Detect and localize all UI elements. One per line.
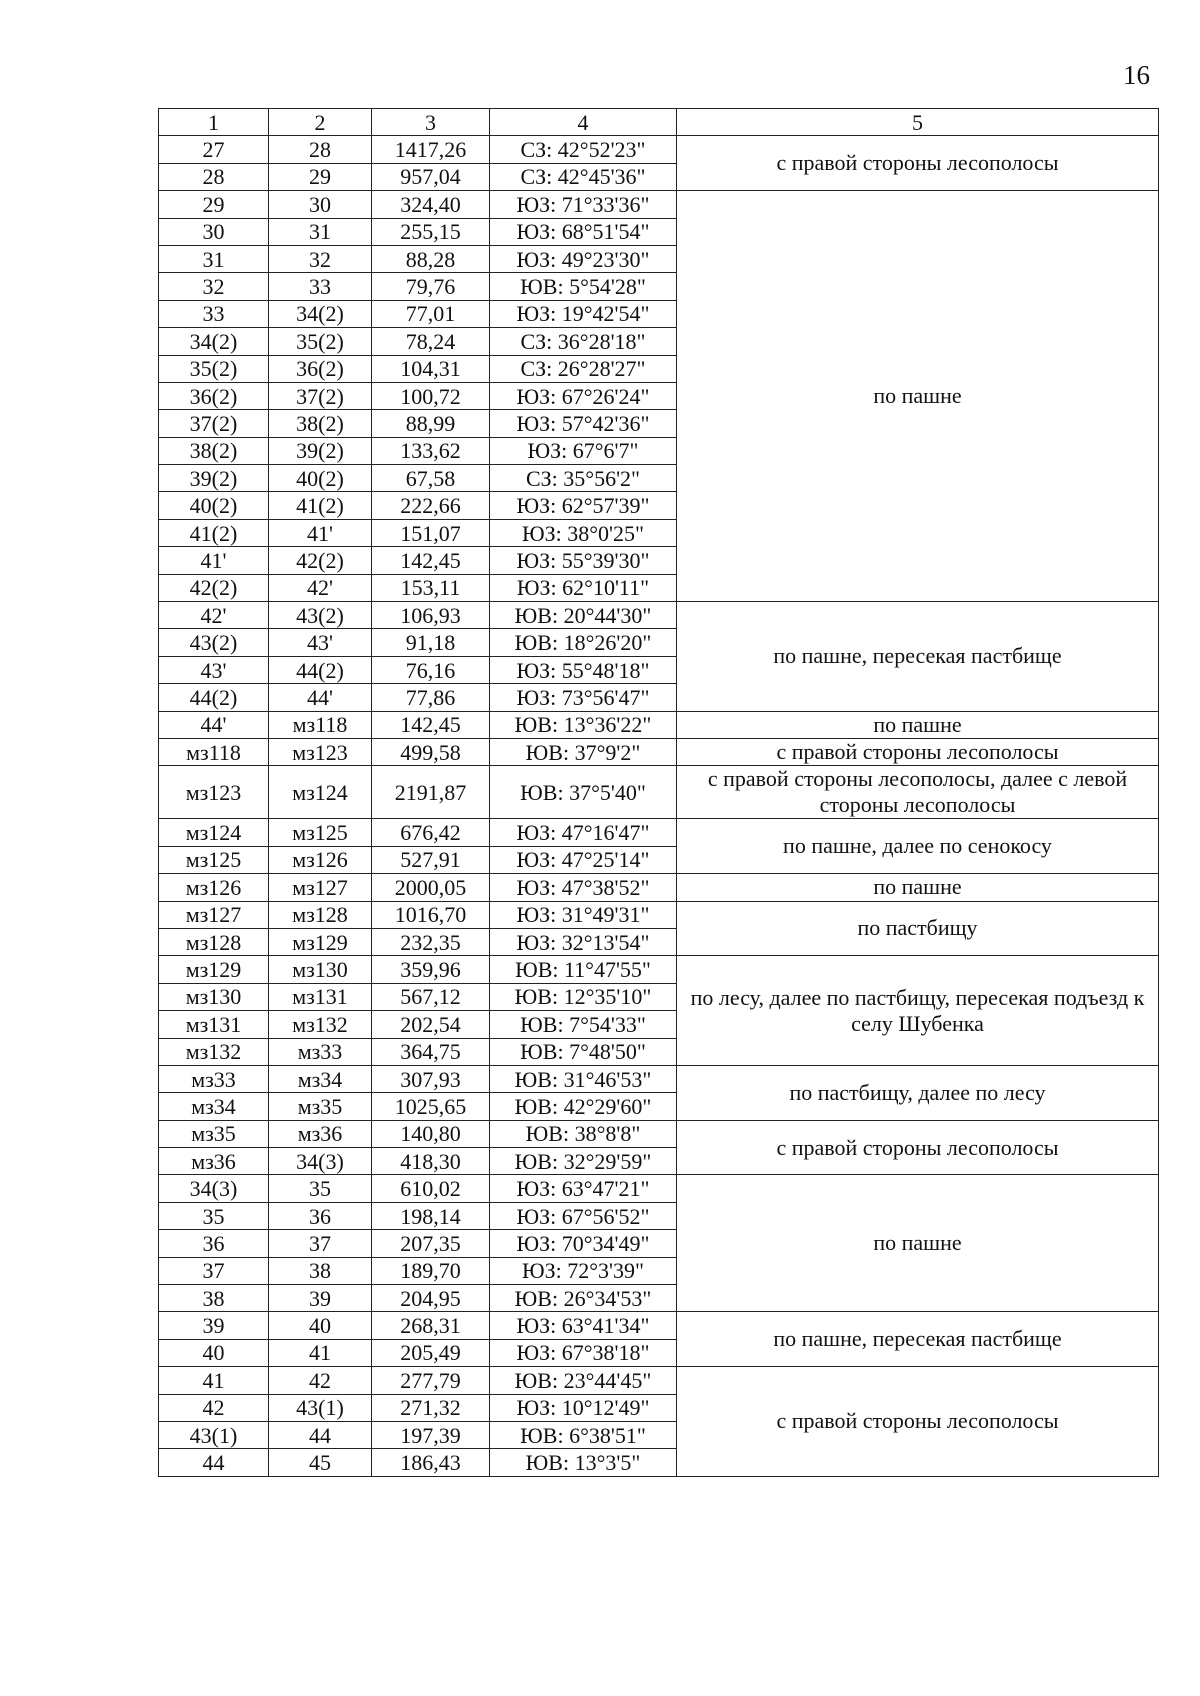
cell-to-point: 39(2) (269, 437, 372, 464)
cell-bearing: СЗ: 26°28'27" (490, 355, 677, 382)
cell-from-point: 34(2) (159, 328, 269, 355)
cell-bearing: ЮВ: 7°54'33" (490, 1011, 677, 1038)
cell-length: 204,95 (372, 1285, 490, 1312)
cell-description: по пашне, пересекая пастбище (677, 602, 1159, 712)
table-row (159, 191, 1159, 218)
cell-length: 76,16 (372, 656, 490, 683)
cell-length: 207,35 (372, 1230, 490, 1257)
cell-description: по пашне (677, 1175, 1159, 1312)
cell-bearing: ЮЗ: 67°6'7" (490, 437, 677, 464)
cell-to-point: 44 (269, 1421, 372, 1448)
cell-to-point: мз124 (269, 766, 372, 819)
cell-bearing: ЮВ: 37°9'2" (490, 738, 677, 765)
cell-to-point: мз34 (269, 1065, 372, 1092)
cell-length: 78,24 (372, 328, 490, 355)
cell-from-point: 38 (159, 1285, 269, 1312)
cell-description: с правой стороны лесополосы, далее с левой стороны лесополосы (677, 766, 1159, 819)
cell-description: по пашне (677, 711, 1159, 738)
cell-to-point: 38 (269, 1257, 372, 1284)
cell-from-point: 39 (159, 1312, 269, 1339)
cell-bearing: ЮЗ: 47°38'52" (490, 874, 677, 901)
cell-length: 277,79 (372, 1367, 490, 1394)
cell-from-point: 42' (159, 602, 269, 629)
cell-bearing: ЮЗ: 67°26'24" (490, 382, 677, 409)
cell-length: 79,76 (372, 273, 490, 300)
cell-from-point: 28 (159, 163, 269, 190)
cell-bearing: ЮВ: 13°36'22" (490, 711, 677, 738)
cell-from-point: 41(2) (159, 519, 269, 546)
cell-from-point: 34(3) (159, 1175, 269, 1202)
cell-from-point: 38(2) (159, 437, 269, 464)
cell-from-point: 35 (159, 1202, 269, 1229)
page-number: 16 (1123, 60, 1150, 90)
cell-bearing: ЮЗ: 47°16'47" (490, 819, 677, 846)
cell-description: по пашне (677, 874, 1159, 901)
cell-bearing: ЮЗ: 38°0'25" (490, 519, 677, 546)
table-row (159, 766, 1159, 819)
cell-length: 100,72 (372, 382, 490, 409)
cell-length: 77,86 (372, 684, 490, 711)
cell-bearing: ЮВ: 13°3'5" (490, 1449, 677, 1476)
cell-from-point: 33 (159, 300, 269, 327)
cell-to-point: мз36 (269, 1120, 372, 1147)
cell-length: 186,43 (372, 1449, 490, 1476)
cell-from-point: 41' (159, 547, 269, 574)
cell-to-point: 35 (269, 1175, 372, 1202)
cell-from-point: мз130 (159, 983, 269, 1010)
cell-bearing: ЮЗ: 55°39'30" (490, 547, 677, 574)
cell-from-point: мз127 (159, 901, 269, 928)
cell-to-point: 44' (269, 684, 372, 711)
cell-from-point: 41 (159, 1367, 269, 1394)
cell-length: 91,18 (372, 629, 490, 656)
column-header-to-point: 2 (269, 109, 372, 136)
cell-to-point: 37(2) (269, 382, 372, 409)
cell-to-point: 31 (269, 218, 372, 245)
cell-description: по лесу, далее по пастбищу, пересекая подъезд к селу Шубенка (677, 956, 1159, 1066)
cell-length: 232,35 (372, 928, 490, 955)
cell-bearing: ЮЗ: 32°13'54" (490, 928, 677, 955)
cell-to-point: 42' (269, 574, 372, 601)
cell-to-point: 44(2) (269, 656, 372, 683)
cell-length: 364,75 (372, 1038, 490, 1065)
cell-to-point: мз123 (269, 738, 372, 765)
cell-length: 153,11 (372, 574, 490, 601)
cell-bearing: ЮЗ: 55°48'18" (490, 656, 677, 683)
cell-bearing: ЮВ: 38°8'8" (490, 1120, 677, 1147)
cell-to-point: 40 (269, 1312, 372, 1339)
cell-from-point: 30 (159, 218, 269, 245)
cell-bearing: ЮЗ: 62°10'11" (490, 574, 677, 601)
cell-length: 222,66 (372, 492, 490, 519)
cell-bearing: ЮЗ: 67°38'18" (490, 1339, 677, 1366)
cell-from-point: 32 (159, 273, 269, 300)
cell-length: 1025,65 (372, 1093, 490, 1120)
cell-to-point: 45 (269, 1449, 372, 1476)
cell-to-point: 36 (269, 1202, 372, 1229)
cell-length: 676,42 (372, 819, 490, 846)
table-row (159, 602, 1159, 629)
cell-description: с правой стороны лесополосы (677, 1367, 1159, 1477)
cell-bearing: ЮЗ: 70°34'49" (490, 1230, 677, 1257)
cell-description: по пашне (677, 191, 1159, 602)
cell-bearing: СЗ: 35°56'2" (490, 465, 677, 492)
cell-length: 268,31 (372, 1312, 490, 1339)
cell-to-point: мз132 (269, 1011, 372, 1038)
cell-bearing: ЮЗ: 47°25'14" (490, 846, 677, 873)
cell-to-point: 32 (269, 245, 372, 272)
cell-from-point: мз131 (159, 1011, 269, 1038)
cell-bearing: ЮВ: 31°46'53" (490, 1065, 677, 1092)
cell-bearing: ЮВ: 20°44'30" (490, 602, 677, 629)
cell-length: 610,02 (372, 1175, 490, 1202)
cell-to-point: мз128 (269, 901, 372, 928)
cell-length: 324,40 (372, 191, 490, 218)
cell-bearing: СЗ: 36°28'18" (490, 328, 677, 355)
cell-length: 106,93 (372, 602, 490, 629)
cell-description: с правой стороны лесополосы (677, 1120, 1159, 1175)
cell-length: 271,32 (372, 1394, 490, 1421)
cell-to-point: мз33 (269, 1038, 372, 1065)
cell-length: 142,45 (372, 711, 490, 738)
cell-to-point: 42(2) (269, 547, 372, 574)
cell-bearing: ЮЗ: 63°41'34" (490, 1312, 677, 1339)
cell-length: 499,58 (372, 738, 490, 765)
cell-length: 567,12 (372, 983, 490, 1010)
cell-bearing: ЮЗ: 49°23'30" (490, 245, 677, 272)
cell-from-point: 43' (159, 656, 269, 683)
cell-bearing: ЮВ: 12°35'10" (490, 983, 677, 1010)
cell-to-point: 41 (269, 1339, 372, 1366)
cell-from-point: мз35 (159, 1120, 269, 1147)
cell-length: 527,91 (372, 846, 490, 873)
cell-from-point: 39(2) (159, 465, 269, 492)
cell-length: 2191,87 (372, 766, 490, 819)
cell-bearing: ЮВ: 18°26'20" (490, 629, 677, 656)
cell-length: 133,62 (372, 437, 490, 464)
cell-bearing: ЮЗ: 67°56'52" (490, 1202, 677, 1229)
cell-length: 307,93 (372, 1065, 490, 1092)
cell-from-point: 37 (159, 1257, 269, 1284)
cell-from-point: 44' (159, 711, 269, 738)
cell-bearing: ЮЗ: 68°51'54" (490, 218, 677, 245)
cell-bearing: СЗ: 42°45'36" (490, 163, 677, 190)
table-row (159, 1175, 1159, 1202)
cell-from-point: 43(2) (159, 629, 269, 656)
cell-to-point: 42 (269, 1367, 372, 1394)
cell-to-point: мз131 (269, 983, 372, 1010)
cell-description: по пашне, далее по сенокосу (677, 819, 1159, 874)
cell-to-point: 39 (269, 1285, 372, 1312)
cell-to-point: мз35 (269, 1093, 372, 1120)
table-row (159, 874, 1159, 901)
table-row (159, 1312, 1159, 1339)
cell-from-point: 31 (159, 245, 269, 272)
cell-length: 104,31 (372, 355, 490, 382)
cell-bearing: СЗ: 42°52'23" (490, 136, 677, 163)
cell-description: по пашне, пересекая пастбище (677, 1312, 1159, 1367)
cell-length: 957,04 (372, 163, 490, 190)
cell-length: 418,30 (372, 1148, 490, 1175)
cell-bearing: ЮВ: 32°29'59" (490, 1148, 677, 1175)
cell-length: 198,14 (372, 1202, 490, 1229)
column-header-description: 5 (677, 109, 1159, 136)
cell-to-point: 34(2) (269, 300, 372, 327)
cell-bearing: ЮЗ: 10°12'49" (490, 1394, 677, 1421)
boundary-description-table (158, 108, 1159, 1477)
cell-length: 205,49 (372, 1339, 490, 1366)
cell-from-point: 27 (159, 136, 269, 163)
cell-from-point: 44(2) (159, 684, 269, 711)
table-row (159, 1367, 1159, 1394)
table-row (159, 956, 1159, 983)
cell-bearing: ЮВ: 7°48'50" (490, 1038, 677, 1065)
cell-from-point: мз128 (159, 928, 269, 955)
cell-from-point: мз36 (159, 1148, 269, 1175)
cell-from-point: 42 (159, 1394, 269, 1421)
cell-to-point: 29 (269, 163, 372, 190)
cell-length: 1016,70 (372, 901, 490, 928)
table-row (159, 711, 1159, 738)
cell-from-point: мз118 (159, 738, 269, 765)
cell-from-point: мз125 (159, 846, 269, 873)
cell-length: 197,39 (372, 1421, 490, 1448)
cell-description: по пастбищу, далее по лесу (677, 1065, 1159, 1120)
cell-from-point: 44 (159, 1449, 269, 1476)
cell-to-point: 38(2) (269, 410, 372, 437)
cell-bearing: ЮЗ: 71°33'36" (490, 191, 677, 218)
cell-to-point: мз125 (269, 819, 372, 846)
column-header-length: 3 (372, 109, 490, 136)
cell-bearing: ЮВ: 11°47'55" (490, 956, 677, 983)
cell-bearing: ЮЗ: 31°49'31" (490, 901, 677, 928)
cell-from-point: 43(1) (159, 1421, 269, 1448)
cell-bearing: ЮЗ: 57°42'36" (490, 410, 677, 437)
table-row (159, 819, 1159, 846)
cell-length: 202,54 (372, 1011, 490, 1038)
cell-from-point: 37(2) (159, 410, 269, 437)
cell-to-point: 36(2) (269, 355, 372, 382)
table-row (159, 1120, 1159, 1147)
cell-to-point: 41' (269, 519, 372, 546)
cell-to-point: 28 (269, 136, 372, 163)
cell-length: 151,07 (372, 519, 490, 546)
table-row (159, 136, 1159, 163)
cell-from-point: мз34 (159, 1093, 269, 1120)
cell-length: 2000,05 (372, 874, 490, 901)
cell-length: 189,70 (372, 1257, 490, 1284)
column-header-from-point: 1 (159, 109, 269, 136)
cell-bearing: ЮЗ: 62°57'39" (490, 492, 677, 519)
cell-to-point: мз130 (269, 956, 372, 983)
table-header-row (159, 109, 1159, 136)
cell-to-point: 43' (269, 629, 372, 656)
cell-to-point: мз118 (269, 711, 372, 738)
cell-bearing: ЮВ: 23°44'45" (490, 1367, 677, 1394)
cell-from-point: 36 (159, 1230, 269, 1257)
cell-bearing: ЮЗ: 72°3'39" (490, 1257, 677, 1284)
cell-from-point: мз123 (159, 766, 269, 819)
cell-from-point: 36(2) (159, 382, 269, 409)
cell-length: 142,45 (372, 547, 490, 574)
cell-from-point: мз132 (159, 1038, 269, 1065)
cell-description: с правой стороны лесополосы (677, 738, 1159, 765)
cell-to-point: 35(2) (269, 328, 372, 355)
cell-bearing: ЮВ: 26°34'53" (490, 1285, 677, 1312)
cell-to-point: 37 (269, 1230, 372, 1257)
cell-from-point: мз126 (159, 874, 269, 901)
cell-length: 255,15 (372, 218, 490, 245)
cell-from-point: 42(2) (159, 574, 269, 601)
table-body (159, 136, 1159, 1476)
cell-to-point: 40(2) (269, 465, 372, 492)
cell-length: 67,58 (372, 465, 490, 492)
cell-from-point: 35(2) (159, 355, 269, 382)
cell-description: по пастбищу (677, 901, 1159, 956)
cell-length: 88,28 (372, 245, 490, 272)
cell-bearing: ЮЗ: 73°56'47" (490, 684, 677, 711)
cell-to-point: мз129 (269, 928, 372, 955)
cell-length: 1417,26 (372, 136, 490, 163)
cell-from-point: 40(2) (159, 492, 269, 519)
cell-bearing: ЮВ: 6°38'51" (490, 1421, 677, 1448)
cell-to-point: 43(1) (269, 1394, 372, 1421)
cell-to-point: 34(3) (269, 1148, 372, 1175)
cell-bearing: ЮЗ: 19°42'54" (490, 300, 677, 327)
cell-length: 140,80 (372, 1120, 490, 1147)
cell-bearing: ЮВ: 5°54'28" (490, 273, 677, 300)
cell-bearing: ЮЗ: 63°47'21" (490, 1175, 677, 1202)
cell-from-point: 29 (159, 191, 269, 218)
table-row (159, 901, 1159, 928)
table-row (159, 1065, 1159, 1092)
cell-bearing: ЮВ: 37°5'40" (490, 766, 677, 819)
cell-to-point: мз126 (269, 846, 372, 873)
cell-bearing: ЮВ: 42°29'60" (490, 1093, 677, 1120)
table-row (159, 738, 1159, 765)
cell-from-point: 40 (159, 1339, 269, 1366)
cell-to-point: 43(2) (269, 602, 372, 629)
cell-to-point: 33 (269, 273, 372, 300)
cell-to-point: 41(2) (269, 492, 372, 519)
cell-from-point: мз33 (159, 1065, 269, 1092)
cell-description: с правой стороны лесополосы (677, 136, 1159, 191)
cell-length: 77,01 (372, 300, 490, 327)
cell-from-point: мз124 (159, 819, 269, 846)
cell-to-point: 30 (269, 191, 372, 218)
cell-length: 359,96 (372, 956, 490, 983)
column-header-bearing: 4 (490, 109, 677, 136)
cell-from-point: мз129 (159, 956, 269, 983)
cell-length: 88,99 (372, 410, 490, 437)
cell-to-point: мз127 (269, 874, 372, 901)
